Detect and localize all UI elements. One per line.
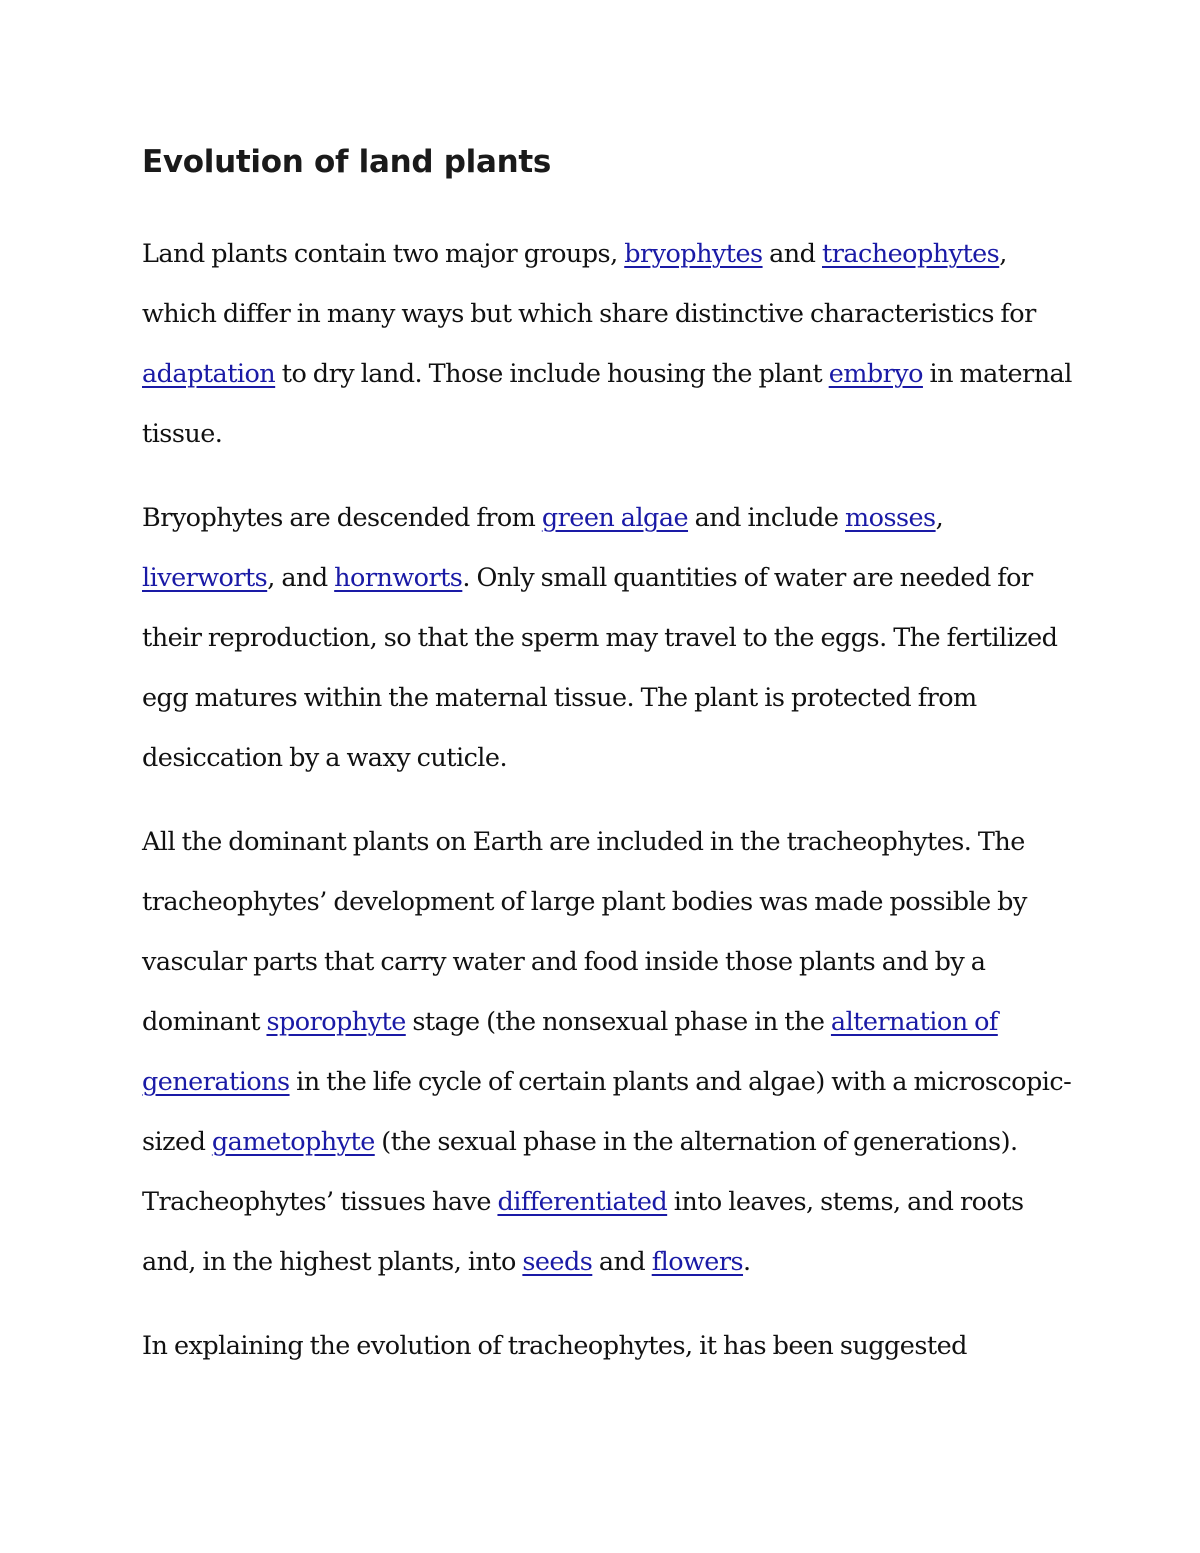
text-span: into leaves, stems, and roots and, in the highest plants, into	[142, 1187, 1024, 1277]
text-span: in maternal tissue.	[142, 359, 1072, 449]
text-span: Bryophytes are descended from	[142, 503, 542, 533]
link-adaptation[interactable]: adaptation	[142, 359, 276, 389]
text-span: and	[592, 1247, 652, 1277]
text-span: and include	[688, 503, 846, 533]
link-flowers[interactable]: flowers	[651, 1247, 744, 1277]
link-alternation-of-generations[interactable]: alternation of generations	[142, 1007, 998, 1097]
text-span: stage (the nonsexual phase in the	[405, 1007, 831, 1037]
link-tracheophytes[interactable]: tracheophytes	[822, 239, 1000, 269]
link-differentiated[interactable]: differentiated	[497, 1187, 668, 1217]
text-span: .	[743, 1247, 751, 1277]
link-seeds[interactable]: seeds	[522, 1247, 593, 1277]
link-liverworts[interactable]: liverworts	[142, 563, 268, 593]
paragraph-4	[142, 1316, 1072, 1376]
paragraph-2	[142, 488, 1072, 788]
link-mosses[interactable]: mosses	[845, 503, 936, 533]
text-span: All the dominant plants on Earth are included in the tracheophytes. The tracheophytes’ development of large plant bodies was made possible by vascular parts that carry water and food inside those plants and by a dominant	[142, 827, 1027, 1037]
link-hornworts[interactable]: hornworts	[334, 563, 463, 593]
text-span: , which differ in many ways but which share distinctive characteristics for	[142, 239, 1036, 329]
paragraph-3	[142, 812, 1072, 1292]
link-bryophytes[interactable]: bryophytes	[624, 239, 763, 269]
link-gametophyte[interactable]: gametophyte	[211, 1127, 375, 1157]
link-sporophyte[interactable]: sporophyte	[266, 1007, 406, 1037]
text-span: to dry land. Those include housing the plant	[275, 359, 829, 389]
text-span: in the life cycle of certain plants and algae) with a microscopic-sized	[142, 1067, 1072, 1157]
page-title: Evolution of land plants	[142, 144, 552, 180]
text-span: and	[762, 239, 822, 269]
text-span: (the sexual phase in the alternation of generations). Tracheophytes’ tissues have	[142, 1127, 1018, 1217]
link-green-algae[interactable]: green algae	[541, 503, 689, 533]
text-span: Land plants contain two major groups,	[142, 239, 625, 269]
link-embryo[interactable]: embryo	[828, 359, 923, 389]
document-body	[142, 140, 1072, 1400]
text-span: ,	[935, 503, 944, 533]
text-span: , and	[267, 563, 335, 593]
text-span: In explaining the evolution of tracheophytes, it has been suggested	[142, 1331, 967, 1361]
text-span: . Only small quantities of water are needed for their reproduction, so that the sperm may travel to the eggs. The fertilized egg matures within the maternal tissue. The plant is protected from desiccation by a waxy cuticle.	[142, 563, 1058, 773]
paragraph-1	[142, 224, 1072, 464]
